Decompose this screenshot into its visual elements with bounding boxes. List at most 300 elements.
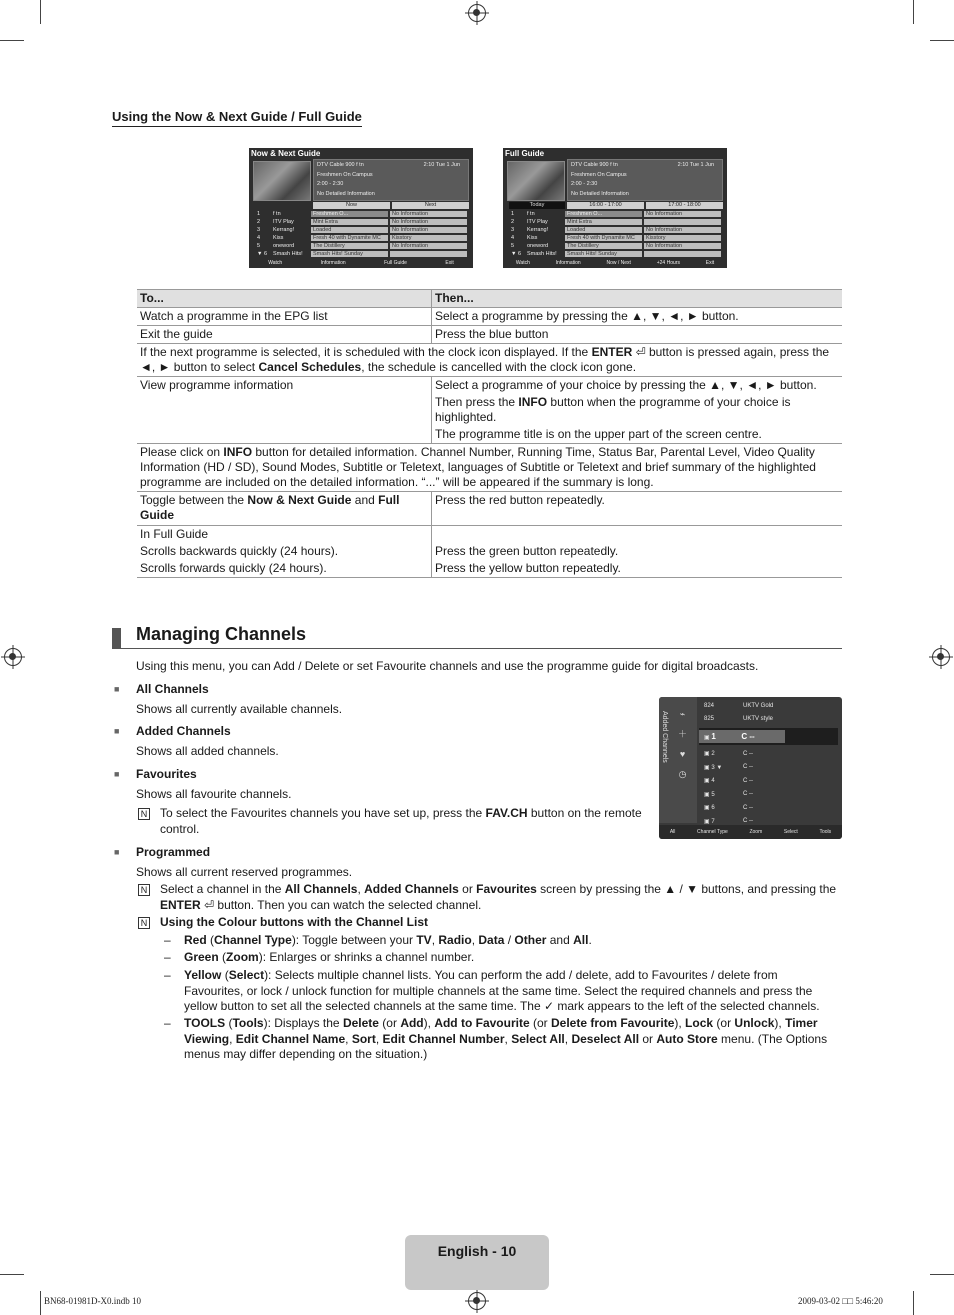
text: button for detailed information. Channel Number, Running Time, Status Bar, Parental Level, Video Quality Information (HD / SD), Sound Modes, Subtitle or Teletext, languages of Subtitle or Teletext and brief summary of the highlighted programme are included on the detailed information. “...” will be appeared if the summary is long. <box>140 445 816 489</box>
programme-time: 2:00 - 2:30 <box>317 181 344 187</box>
channel-name: C -- <box>743 777 753 784</box>
enter-icon: ⏎ <box>200 897 215 912</box>
table-row <box>137 377 842 444</box>
tv-icon: ▣ <box>704 805 712 812</box>
watch-button[interactable]: Watch <box>268 260 283 266</box>
text: , <box>564 1031 572 1046</box>
column-header <box>507 202 723 209</box>
row-num: ▼ 6 <box>257 250 268 257</box>
added-channels-text: Shows all added channels. <box>136 744 279 758</box>
list-item[interactable] <box>253 226 469 234</box>
plus-24-hours-button[interactable]: +24 Hours <box>656 260 680 266</box>
text-bold: Timer Viewing <box>184 1016 818 1046</box>
row-channel: Kiss <box>273 234 284 241</box>
preview-thumbnail <box>253 161 311 201</box>
column-header <box>311 202 469 209</box>
watch-button[interactable]: Watch <box>515 260 530 266</box>
text: (or <box>713 1016 735 1030</box>
list-item[interactable] <box>507 210 723 218</box>
all-channels-text: Shows all currently available channels. <box>136 702 343 716</box>
list-item[interactable] <box>699 699 838 713</box>
selected-list-item[interactable] <box>699 728 838 745</box>
channel-name: C -- <box>741 732 755 741</box>
tv-icon: ▣ <box>704 818 712 825</box>
text: ): Enlarges or shrinks a channel number. <box>258 950 475 964</box>
text-bold: ENTER <box>591 345 633 359</box>
cell-to: Exit the guide <box>137 326 432 344</box>
col-now: Now <box>313 202 390 209</box>
text: ): Toggle between your <box>291 933 417 947</box>
text-bold: Select <box>228 968 265 982</box>
text-bold: Other <box>514 933 547 947</box>
text-bold: Radio <box>438 933 472 947</box>
row-num: 3 <box>511 226 515 233</box>
text: ), <box>674 1016 686 1030</box>
table-row <box>137 326 842 344</box>
crop-mark <box>913 1291 914 1315</box>
list-item[interactable] <box>699 713 838 727</box>
tv-icon: ▣ <box>704 778 712 785</box>
note-icon: N <box>138 917 150 929</box>
text-bold: Deselect All <box>571 1031 640 1046</box>
text: Scrolls backwards quickly (24 hours). <box>140 544 339 558</box>
row-num: 4 <box>511 234 515 241</box>
channel-list-footer <box>659 825 842 839</box>
cell-then <box>432 377 843 444</box>
all-button[interactable]: All <box>669 829 676 835</box>
row-slot-1: Smash Hits! Sunday <box>565 251 642 258</box>
programmed-title: Programmed <box>136 845 211 859</box>
list-item[interactable] <box>253 250 469 258</box>
dash-bullet: – <box>164 1016 171 1030</box>
channel-number-cell <box>699 818 743 825</box>
channel-number-cell <box>699 777 743 784</box>
programme-name: Freshmen On Campus <box>317 171 373 178</box>
cell-note <box>137 344 842 377</box>
crop-mark <box>0 40 24 41</box>
screen-title: Full Guide <box>505 149 545 158</box>
selected-box <box>699 730 785 743</box>
text-bold: Delete <box>342 1016 379 1030</box>
row-num: 1 <box>257 210 261 217</box>
note-icon: N <box>138 884 150 896</box>
green-button-desc <box>184 950 839 966</box>
text-bold: Yellow <box>184 968 222 982</box>
table-row <box>137 492 842 526</box>
row-slot-2: No Information <box>644 227 721 234</box>
text-bold: Zoom <box>226 950 259 964</box>
text-bold: Sort <box>351 1031 376 1046</box>
row-channel: Kerrang! <box>527 226 549 233</box>
cell-note <box>137 444 842 492</box>
channel-list <box>699 699 838 828</box>
programme-detail: No Detailed Information <box>317 190 375 197</box>
row-next: No Information <box>390 227 467 234</box>
full-guide-button[interactable]: Full Guide <box>384 260 407 266</box>
row-now: Loaded <box>311 227 388 234</box>
channel-name: UKTV style <box>743 716 774 723</box>
text: ), <box>423 1016 435 1030</box>
list-item[interactable] <box>253 242 469 250</box>
exit-button[interactable]: Exit <box>705 260 715 266</box>
enter-icon: ⏎ <box>632 345 646 359</box>
dash-bullet: – <box>164 933 171 947</box>
all-channels-title: All Channels <box>136 682 209 696</box>
row-slot-2 <box>644 251 721 258</box>
list-item[interactable] <box>253 234 469 242</box>
tv-icon: ▣ <box>704 791 712 798</box>
row-slot-1: Freshmen O... <box>565 211 642 218</box>
row-now: Mint Extra <box>311 219 388 226</box>
channel-number-cell <box>699 764 743 771</box>
header-to: To... <box>137 290 432 308</box>
text-bold: All <box>573 933 589 947</box>
now-next-button[interactable]: Now / Next <box>606 260 631 266</box>
text: or <box>458 882 477 896</box>
note-icon: N <box>138 808 150 820</box>
row-next: No Information <box>390 211 467 218</box>
heart-icon[interactable]: ♥ <box>679 749 686 759</box>
col-next: Next <box>392 202 469 209</box>
screen-footer <box>503 260 727 266</box>
channel-name: C -- <box>743 818 753 825</box>
channel-list-screen <box>659 697 842 839</box>
text: ), <box>774 1016 786 1030</box>
text: and <box>351 493 379 507</box>
tv-icon: ▣ <box>704 751 712 758</box>
text: , <box>345 1031 352 1046</box>
text: , the schedule is cancelled with the clock icon gone. <box>361 360 637 374</box>
row-now: Smash Hits! Sunday <box>311 251 388 258</box>
text: ( <box>206 933 215 947</box>
cell-then: Press the red button repeatedly. <box>432 492 843 526</box>
programme-name: Freshmen On Campus <box>571 171 627 178</box>
text: button is pressed again, press the ◄, ► button to select <box>140 345 830 374</box>
sidebar-icons <box>677 709 688 789</box>
row-slot-1: Mint Extra <box>565 219 642 226</box>
zoom-button[interactable]: Zoom <box>749 829 763 835</box>
text: button when the programme of your choice is highlighted. <box>435 395 791 424</box>
col-today: Today <box>509 202 565 209</box>
information-button[interactable]: Information <box>320 260 346 266</box>
text: (or <box>529 1016 551 1030</box>
row-slot-1: Fresh 40 with Dynamite MC <box>565 235 642 242</box>
crop-mark <box>0 1274 24 1275</box>
text: ): Selects multiple channel lists. You can perform the add / delete, add to Favourites / delete from Favourites, or lock / unlock function for multiple channels at the same time. Select the required channels and press the yellow button to set all the selected channels at the same time. The <box>184 968 813 1013</box>
text-bold: Edit Channel Name <box>235 1031 346 1046</box>
row-channel: oneword <box>527 242 549 249</box>
text: Please click on <box>140 445 224 459</box>
favourites-title: Favourites <box>136 767 197 781</box>
screen-title: Now & Next Guide <box>251 149 321 158</box>
channel-number: 3 <box>711 764 715 771</box>
favourites-note <box>160 806 655 837</box>
registration-mark-icon <box>468 4 486 22</box>
row-channel: Kiss <box>527 234 538 241</box>
select-button[interactable]: Select <box>783 829 798 835</box>
channel-rows <box>253 210 469 258</box>
text: , <box>504 1031 512 1046</box>
text-bold: INFO <box>223 445 253 459</box>
text-bold: Add to Favourite <box>434 1016 530 1030</box>
text: , <box>229 1031 236 1046</box>
text: menu. (The Options menus may differ depending on the situation.) <box>184 1031 828 1061</box>
list-item[interactable] <box>699 801 838 815</box>
channel-name: C -- <box>743 804 753 811</box>
text: Scrolls forwards quickly (24 hours). <box>140 561 327 575</box>
list-item[interactable] <box>699 788 838 802</box>
row-channel: Smash Hits! <box>527 250 557 257</box>
text: , <box>431 933 439 947</box>
text-bold: ENTER <box>160 897 201 912</box>
text-bold: Auto Store <box>656 1031 718 1046</box>
clock-icon[interactable]: ◷ <box>678 769 687 779</box>
header-then: Then... <box>432 290 843 308</box>
channel-number: 1 <box>711 732 716 741</box>
section-heading: Using the Now & Next Guide / Full Guide <box>112 109 362 127</box>
channel-list-sidebar <box>659 697 697 823</box>
programmed-text: Shows all current reserved programmes. <box>136 865 353 879</box>
table-row <box>137 308 842 326</box>
registration-mark-icon <box>468 1292 486 1310</box>
channel-rows <box>507 210 723 258</box>
programme-info-box <box>567 159 723 201</box>
text: If the next programme is selected, it is scheduled with the clock icon displayed. If the <box>140 345 592 359</box>
list-item[interactable] <box>699 761 838 775</box>
crop-mark <box>930 40 954 41</box>
list-item[interactable] <box>507 234 723 242</box>
colour-buttons-heading: Using the Colour buttons with the Channel List <box>160 915 428 929</box>
list-item[interactable] <box>507 218 723 226</box>
crop-mark <box>40 0 41 24</box>
list-item[interactable] <box>507 250 723 258</box>
cell-then: Select a programme by pressing the ▲, ▼, ◄, ► button. <box>432 308 843 326</box>
intro-text: Using this menu, you can Add / Delete or set Favourite channels and use the programme guide for digital broadcasts. <box>136 659 759 673</box>
dash-bullet: – <box>164 968 171 982</box>
row-channel: f tn <box>273 210 281 217</box>
text-bold: Data <box>478 933 505 947</box>
row-now: Freshmen O... <box>311 211 388 218</box>
text-bold: All Channels <box>284 882 358 896</box>
cell-then: Press the blue button <box>432 326 843 344</box>
row-slot-1: Loaded <box>565 227 642 234</box>
text: or <box>639 1031 657 1046</box>
text: Toggle between the <box>140 493 248 507</box>
channel-number: 7 <box>711 818 715 825</box>
channel-number: 5 <box>711 791 715 798</box>
cell-to <box>137 492 432 526</box>
text: Then press the <box>435 395 519 409</box>
now-next-guide-screen <box>249 148 473 268</box>
text: button. Then you can watch the selected channel. <box>214 897 482 912</box>
text-bold: Tools <box>232 1016 264 1030</box>
tools-button[interactable]: Tools <box>819 829 832 835</box>
add-icon[interactable]: ＋ <box>677 729 687 739</box>
preview-thumbnail <box>507 161 565 201</box>
text: Press the green button repeatedly. <box>435 544 619 558</box>
text: and <box>546 933 574 947</box>
text: (or <box>378 1016 401 1030</box>
text: ( <box>218 950 227 964</box>
row-slot-2: Kisstory <box>644 235 721 242</box>
red-button-desc <box>184 933 839 949</box>
text-bold: Delete from Favourite <box>551 1016 675 1030</box>
divider <box>112 648 842 649</box>
text: screen by pressing the ▲ / ▼ buttons, and pressing the <box>536 882 837 896</box>
channel-number: 6 <box>711 805 715 812</box>
page-title: Managing Channels <box>136 624 307 644</box>
registration-mark-icon <box>4 648 22 666</box>
list-item[interactable] <box>507 226 723 234</box>
text: , <box>471 933 479 947</box>
list-item[interactable] <box>507 242 723 250</box>
row-num: 2 <box>511 218 515 225</box>
row-next <box>390 251 467 258</box>
crop-mark <box>913 0 914 24</box>
row-channel: oneword <box>273 242 295 249</box>
row-num: 5 <box>257 242 261 249</box>
text-bold: Full Guide <box>140 493 400 522</box>
text: In Full Guide <box>140 527 209 541</box>
text-bold: Cancel Schedules <box>258 360 362 374</box>
channel-number-cell <box>699 804 743 811</box>
text: , <box>375 1031 383 1046</box>
row-next: Kisstory <box>390 235 467 242</box>
exit-button[interactable]: Exit <box>445 260 454 266</box>
programme-info-box <box>313 159 469 201</box>
information-button[interactable]: Information <box>555 260 581 266</box>
sidebar-label: Added Channels <box>661 711 668 763</box>
list-item[interactable] <box>699 747 838 761</box>
row-num: 1 <box>511 210 515 217</box>
channel-number: 4 <box>711 778 715 785</box>
channel-name: UKTV Gold <box>743 702 774 709</box>
text: button on the remote control. <box>160 806 642 836</box>
tv-icon: ▣ <box>704 764 712 771</box>
cell-then <box>432 526 843 578</box>
list-item[interactable] <box>253 210 469 218</box>
text-bold: FAV.CH <box>485 806 528 820</box>
row-channel: ITV Play <box>273 218 294 225</box>
footer-date: 2009-03-02 □□ 5:46:20 <box>798 1296 883 1306</box>
text: . <box>588 933 592 947</box>
crop-mark <box>40 1291 41 1315</box>
table-row <box>137 526 842 578</box>
channel-type-button[interactable]: Channel Type <box>697 829 728 835</box>
text: Select a channel in the <box>160 882 285 896</box>
row-num: 2 <box>257 218 261 225</box>
row-num: ▼ 6 <box>511 250 522 257</box>
col-time-2: 17:00 - 18:00 <box>646 202 723 209</box>
cell-to: Watch a programme in the EPG list <box>137 308 432 326</box>
programme-time: 2:00 - 2:30 <box>571 181 598 187</box>
row-channel: f tn <box>527 210 535 217</box>
row-channel: Kerrang! <box>273 226 295 233</box>
text-bold: TOOLS <box>184 1016 226 1030</box>
channel-info: DTV Cable 900 f tn <box>317 162 364 168</box>
text-bold: Add <box>400 1016 424 1030</box>
channel-number: 824 <box>704 702 715 709</box>
added-channels-title: Added Channels <box>136 724 231 738</box>
row-next: No Information <box>390 219 467 226</box>
channel-number: 2 <box>711 751 715 758</box>
row-slot-2: No Information <box>644 243 721 250</box>
row-now: The Distillery <box>311 243 388 250</box>
text: ( <box>225 1016 233 1030</box>
text: ): Displays the <box>263 1016 343 1030</box>
text-bold: Select All <box>511 1031 565 1046</box>
row-slot-2 <box>644 219 721 226</box>
table-row <box>137 344 842 377</box>
programme-detail: No Detailed Information <box>571 190 629 197</box>
text <box>435 395 839 425</box>
cell-to: View programme information <box>137 377 432 444</box>
text: , <box>357 882 365 896</box>
row-slot-1: The Distillery <box>565 243 642 250</box>
crop-mark <box>930 1274 954 1275</box>
text: / <box>504 933 515 947</box>
favourites-text: Shows all favourite channels. <box>136 787 292 801</box>
text-bold: Lock <box>685 1016 714 1030</box>
guide-table <box>137 289 842 578</box>
row-num: 3 <box>257 226 261 233</box>
row-num: 5 <box>511 242 515 249</box>
row-num: 4 <box>257 234 261 241</box>
datetime: 2:10 Tue 1 Jun <box>677 162 714 168</box>
text: To select the Favourites channels you have set up, press the <box>160 806 486 820</box>
footer-file: BN68-01981D-X0.indb 10 <box>44 1296 141 1306</box>
spacer <box>435 527 839 542</box>
table-header-row <box>137 290 842 308</box>
yellow-button-desc <box>184 968 839 1015</box>
scroll-down-icon: ▼ <box>714 764 723 771</box>
list-item[interactable] <box>253 218 469 226</box>
list-item[interactable] <box>699 774 838 788</box>
square-bullet-icon: ■ <box>114 684 120 694</box>
text-bold: INFO <box>518 395 548 409</box>
channel-number-cell <box>699 750 743 757</box>
datetime: 2:10 Tue 1 Jun <box>423 162 460 168</box>
square-bullet-icon: ■ <box>114 847 120 857</box>
text: The programme title is on the upper part of the screen centre. <box>435 427 762 441</box>
text-bold: Channel Type <box>214 933 292 947</box>
text-bold: Edit Channel Number <box>382 1031 505 1046</box>
text-bold: Unlock <box>734 1016 775 1030</box>
select-channel-note <box>160 882 840 913</box>
text: ( <box>221 968 229 982</box>
text-bold: Favourites <box>476 882 537 896</box>
screen-footer <box>249 260 473 266</box>
page-number-badge: English - 10 <box>405 1235 549 1290</box>
text-bold: TV <box>416 933 432 947</box>
channel-name: C -- <box>743 791 753 798</box>
channel-name: C -- <box>743 764 753 771</box>
row-slot-2: No Information <box>644 211 721 218</box>
text: Press the yellow button repeatedly. <box>435 561 621 575</box>
channel-name: C -- <box>743 750 753 757</box>
satellite-icon[interactable]: ⌁ <box>679 709 686 719</box>
row-next: No Information <box>390 243 467 250</box>
text-bold: Green <box>184 950 219 964</box>
row-now: Fresh 40 with Dynamite MC <box>311 235 388 242</box>
table-row <box>137 444 842 492</box>
text: mark appears to the left of the selected channels. <box>554 999 820 1013</box>
tv-icon: ▣ <box>704 735 712 741</box>
channel-number-cell <box>699 791 743 798</box>
square-bullet-icon: ■ <box>114 769 120 779</box>
channel-number: 825 <box>704 716 715 723</box>
col-time-1: 16:00 - 17:00 <box>567 202 644 209</box>
